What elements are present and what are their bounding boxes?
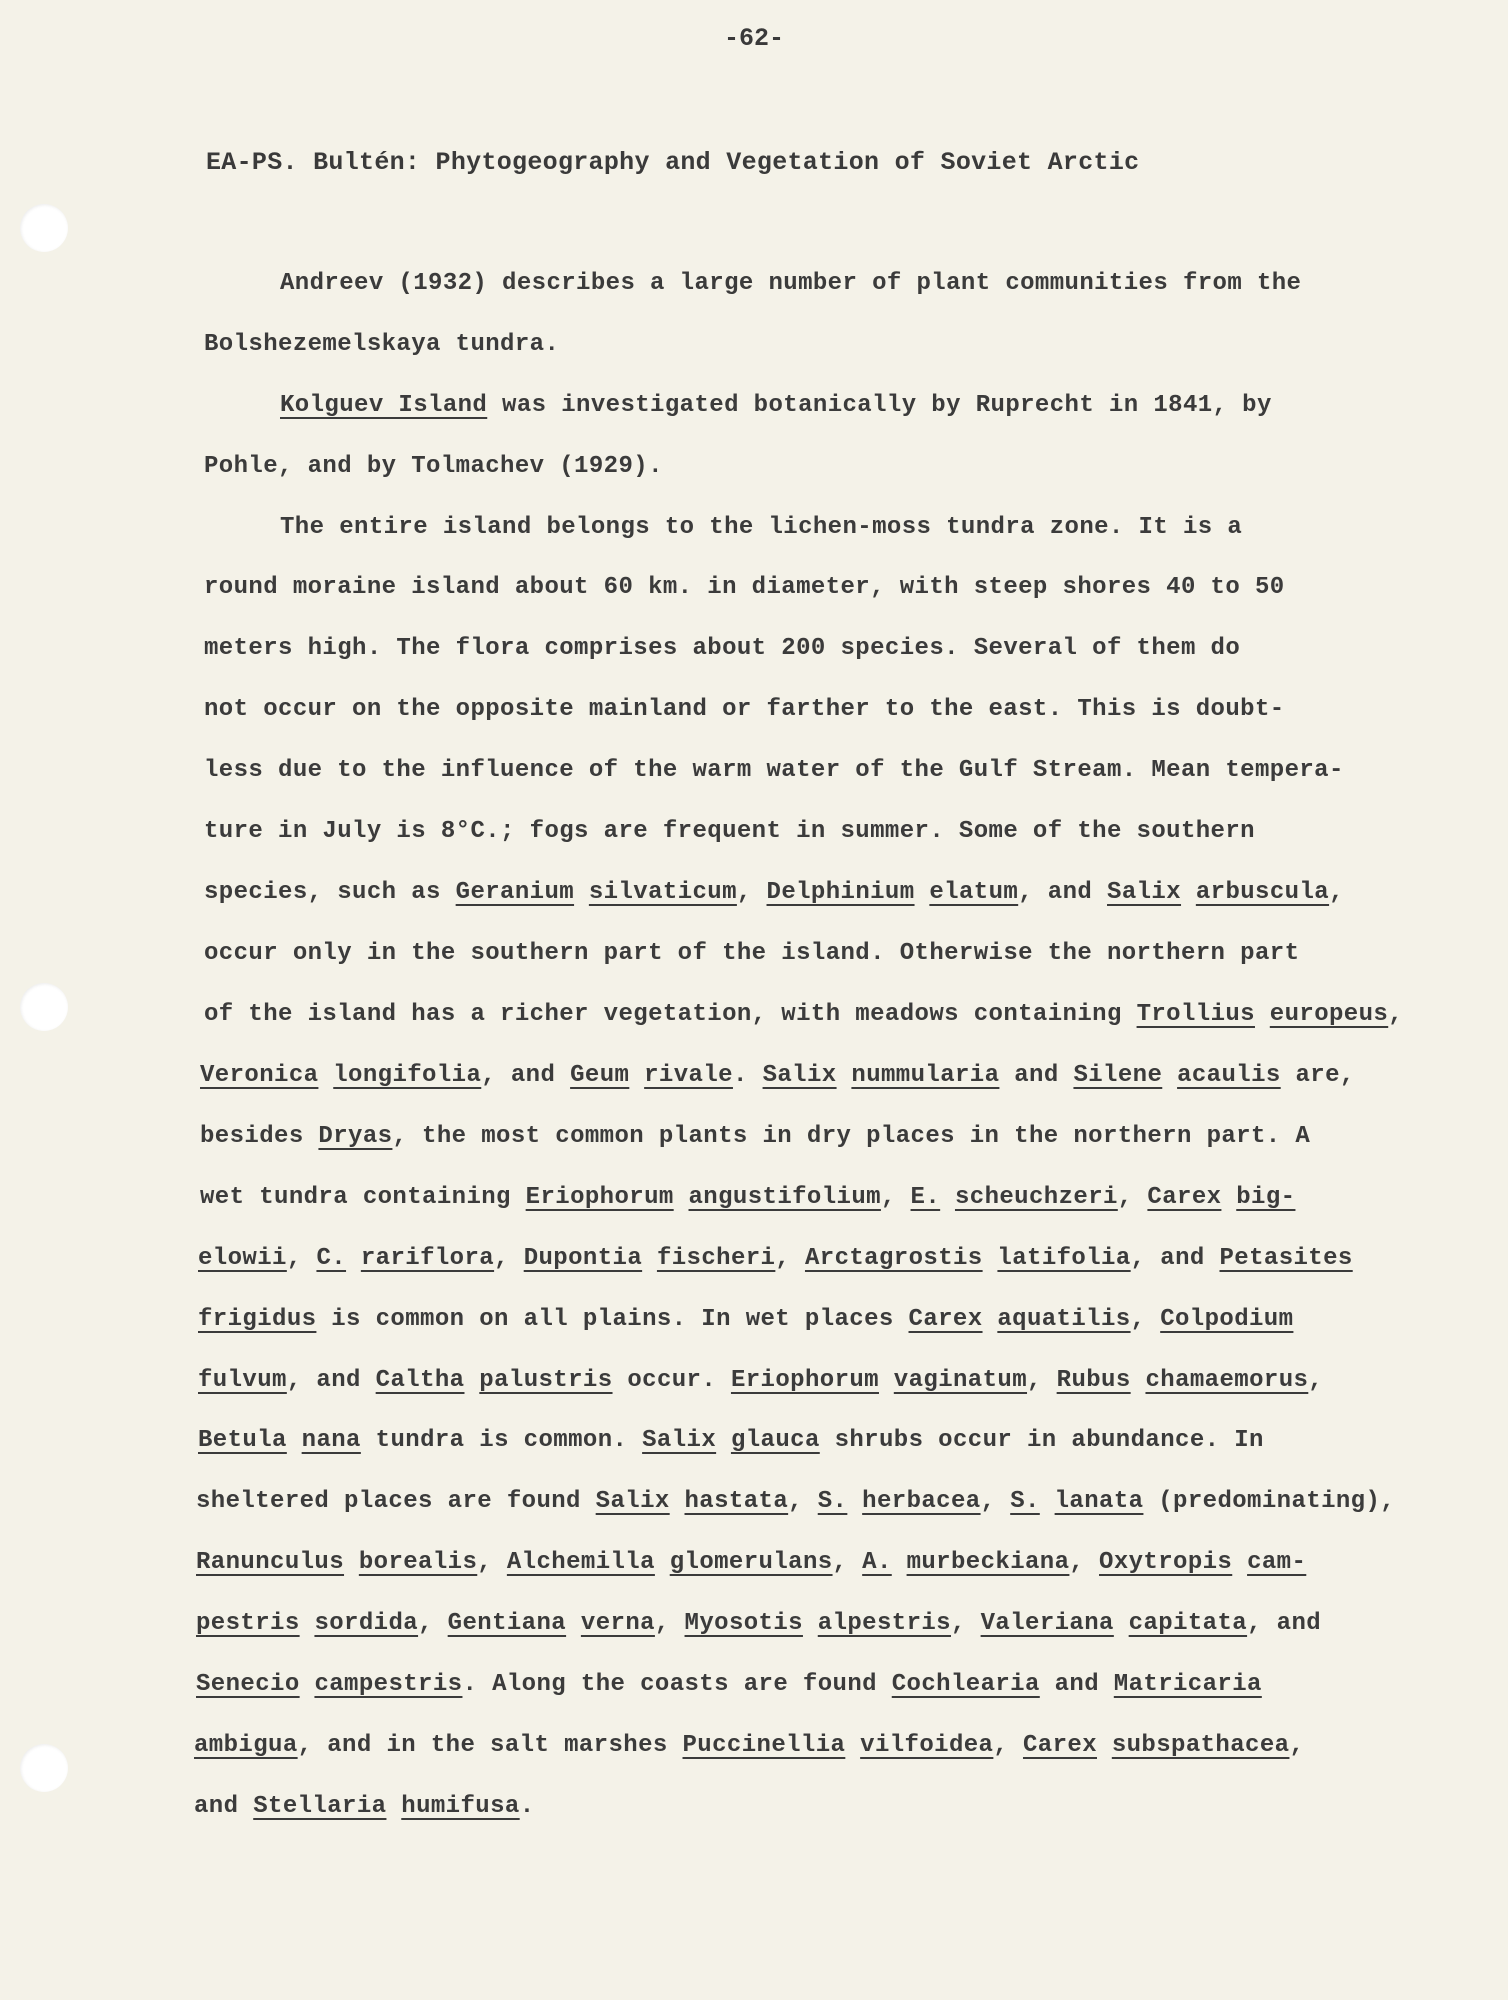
underlined-term: Salix (642, 1427, 717, 1454)
underlined-term: A. (862, 1549, 892, 1576)
underlined-term: borealis (358, 1549, 478, 1576)
text-segment: , (832, 1549, 863, 1576)
underlined-term: C. (316, 1245, 347, 1272)
text-segment (346, 1245, 361, 1272)
underlined-term: big- (1236, 1184, 1296, 1211)
text-segment (670, 1488, 685, 1515)
underlined-term: ambigua (194, 1732, 298, 1759)
text-line (198, 1367, 1323, 1394)
underlined-term: Trollius (1136, 1001, 1255, 1028)
text-segment: besides (200, 1123, 319, 1150)
text-segment: , (1308, 1367, 1324, 1394)
text-line (204, 331, 559, 358)
text-segment: , (286, 1245, 317, 1272)
underlined-term: glomerulans (669, 1549, 833, 1576)
text-segment: , (1069, 1549, 1100, 1576)
text-segment: , and (286, 1367, 376, 1394)
text-segment: shrubs occur in abundance. In (819, 1427, 1264, 1454)
underlined-term: Matricaria (1113, 1671, 1262, 1698)
text-segment (566, 1610, 581, 1637)
text-segment: . (732, 1062, 763, 1089)
text-segment: Andreev (1932) describes a large number of plant communities from the (280, 270, 1302, 297)
text-line (198, 1245, 1353, 1272)
underlined-term: Betula (198, 1427, 287, 1454)
underlined-term: Delphinium (766, 879, 915, 906)
underlined-term: acaulis (1177, 1062, 1281, 1089)
text-segment (1255, 1001, 1270, 1028)
text-segment: , (775, 1245, 805, 1272)
underlined-term: angustifolium (688, 1184, 881, 1211)
underlined-term: Carex (908, 1306, 983, 1333)
text-segment (386, 1793, 401, 1820)
text-segment (716, 1427, 731, 1454)
underlined-term: rivale (644, 1062, 733, 1089)
text-segment (892, 1549, 907, 1576)
text-segment: , (1027, 1367, 1057, 1394)
text-segment: The entire island belongs to the lichen-moss tundra zone. It is a (280, 514, 1243, 541)
text-segment: ture in July is 8°C.; fogs are frequent in summer. Some of the southern (204, 818, 1255, 845)
underlined-term: fulvum (198, 1367, 287, 1394)
text-segment: less due to the influence of the warm water of the Gulf Stream. Mean tempera- (204, 757, 1344, 784)
text-line (204, 940, 1299, 967)
underlined-term: elatum (929, 879, 1019, 906)
text-segment: occur only in the southern part of the island. Otherwise the northern part (204, 940, 1300, 967)
underlined-term: Caltha (375, 1367, 465, 1394)
underlined-term: campestris (314, 1671, 463, 1698)
text-segment (983, 1245, 998, 1272)
text-segment: , (993, 1732, 1023, 1759)
text-segment: , (788, 1488, 818, 1515)
text-segment (940, 1184, 955, 1211)
underlined-term: Dryas (318, 1123, 393, 1150)
underlined-term: Gentiana (447, 1610, 567, 1637)
underlined-term: arbuscula (1195, 879, 1330, 906)
underlined-term: S. (1010, 1488, 1040, 1515)
underlined-term: Geranium (455, 879, 575, 906)
underlined-term: Silene (1073, 1062, 1163, 1089)
text-line (198, 1427, 1264, 1454)
text-segment: , and (481, 1062, 571, 1089)
punch-hole (20, 204, 68, 252)
text-segment: are, (1280, 1062, 1355, 1089)
text-line (280, 514, 1242, 541)
underlined-term: S. (817, 1488, 848, 1515)
underlined-term: hastata (684, 1488, 789, 1515)
punch-hole (20, 1744, 68, 1792)
text-segment (574, 879, 589, 906)
text-line (200, 1062, 1355, 1089)
underlined-term: E. (910, 1184, 941, 1211)
text-segment: Pohle, and by Tolmachev (1929). (204, 453, 663, 480)
text-segment: , (880, 1184, 911, 1211)
text-segment: . (519, 1793, 535, 1820)
text-line (196, 1549, 1306, 1576)
text-segment (845, 1732, 860, 1759)
underlined-term: europeus (1269, 1001, 1389, 1028)
text-segment: of the island has a richer vegetation, with meadows containing (204, 1001, 1137, 1028)
text-segment: , (1388, 1001, 1404, 1028)
text-segment: , and (1247, 1610, 1322, 1637)
text-segment: , (980, 1488, 1011, 1515)
text-segment (674, 1184, 689, 1211)
text-segment: and (1039, 1671, 1114, 1698)
text-segment: . Along the coasts are found (462, 1671, 892, 1698)
underlined-term: murbeckiana (906, 1549, 1070, 1576)
text-segment: tundra is common. (360, 1427, 643, 1454)
text-segment: , the most common plants in dry places in the northern part. A (392, 1123, 1311, 1150)
underlined-term: frigidus (198, 1306, 317, 1333)
text-segment (1114, 1610, 1129, 1637)
text-segment: , (1130, 1306, 1161, 1333)
text-segment: meters high. The flora comprises about 200 species. Several of them do (204, 635, 1241, 662)
underlined-term: sordida (314, 1610, 419, 1637)
underlined-term: alpestris (817, 1610, 951, 1637)
text-segment: , (477, 1549, 507, 1576)
underlined-term: verna (580, 1610, 655, 1637)
text-segment (1232, 1549, 1247, 1576)
text-line (198, 1306, 1293, 1333)
text-segment (879, 1367, 894, 1394)
underlined-term: Stellaria (253, 1793, 387, 1820)
text-segment: , (418, 1610, 448, 1637)
text-line (280, 270, 1301, 297)
text-line (204, 696, 1285, 723)
text-segment (300, 1671, 315, 1698)
document-header: EA-PS. Bultén: Phytogeography and Vegetation of Soviet Arctic (206, 148, 1140, 177)
underlined-term: Kolguev Island (280, 392, 488, 419)
text-segment: species, such as (204, 879, 456, 906)
text-segment (915, 879, 930, 906)
underlined-term: subspathacea (1111, 1732, 1290, 1759)
underlined-term: Colpodium (1160, 1306, 1294, 1333)
underlined-term: Rubus (1056, 1367, 1131, 1394)
text-line (196, 1671, 1262, 1698)
text-segment: , and (1130, 1245, 1220, 1272)
underlined-term: nana (301, 1427, 361, 1454)
underlined-term: vilfoidea (860, 1732, 994, 1759)
text-segment: , (736, 879, 767, 906)
text-segment: , (1117, 1184, 1148, 1211)
underlined-term: Eriophorum (730, 1367, 879, 1394)
text-segment: not occur on the opposite mainland or farther to the east. This is doubt- (204, 696, 1285, 723)
text-line (204, 879, 1344, 906)
text-segment (287, 1427, 302, 1454)
underlined-term: Oxytropis (1099, 1549, 1233, 1576)
underlined-term: Carex (1022, 1732, 1097, 1759)
underlined-term: chamaemorus (1145, 1367, 1309, 1394)
text-line (204, 757, 1344, 784)
text-segment: , (1329, 879, 1344, 906)
underlined-term: longifolia (333, 1062, 482, 1089)
text-segment (318, 1062, 333, 1089)
text-segment (837, 1062, 852, 1089)
text-line (200, 1184, 1295, 1211)
text-segment (847, 1488, 862, 1515)
underlined-term: Puccinellia (682, 1732, 846, 1759)
text-line (200, 1123, 1310, 1150)
underlined-term: Valeriana (980, 1610, 1114, 1637)
underlined-term: Cochlearia (891, 1671, 1040, 1698)
underlined-term: glauca (730, 1427, 820, 1454)
underlined-term: lanata (1054, 1488, 1144, 1515)
underlined-term: Geum (570, 1062, 630, 1089)
underlined-term: Eriophorum (525, 1184, 674, 1211)
text-segment (1162, 1062, 1177, 1089)
underlined-term: cam- (1247, 1549, 1307, 1576)
underlined-term: Myosotis (684, 1610, 803, 1637)
text-segment: occur. (612, 1367, 731, 1394)
text-segment: , and (1018, 879, 1108, 906)
underlined-term: vaginatum (893, 1367, 1028, 1394)
underlined-term: Petasites (1219, 1245, 1353, 1272)
underlined-term: Salix (1107, 879, 1182, 906)
text-segment: and (999, 1062, 1074, 1089)
underlined-term: capitata (1128, 1610, 1248, 1637)
underlined-term: latifolia (997, 1245, 1131, 1272)
underlined-term: aquatilis (997, 1306, 1131, 1333)
underlined-term: herbacea (862, 1488, 981, 1515)
text-line (204, 1001, 1403, 1028)
underlined-term: silvaticum (588, 879, 737, 906)
underlined-term: Arctagrostis (804, 1245, 983, 1272)
punch-hole (20, 983, 68, 1031)
underlined-term: fischeri (656, 1245, 776, 1272)
text-segment (1097, 1732, 1112, 1759)
text-segment: and (194, 1793, 254, 1820)
text-segment: , and in the salt marshes (297, 1732, 683, 1759)
text-segment: wet tundra containing (200, 1184, 526, 1211)
underlined-term: rariflora (360, 1245, 495, 1272)
text-segment (1040, 1488, 1055, 1515)
underlined-term: Dupontia (523, 1245, 643, 1272)
page-number: -62- (723, 24, 784, 53)
text-segment: Bolshezemelskaya tundra. (204, 331, 560, 358)
text-segment (300, 1610, 315, 1637)
underlined-term: elowii (198, 1245, 287, 1272)
text-line (196, 1610, 1321, 1637)
text-segment (629, 1062, 644, 1089)
underlined-term: Senecio (196, 1671, 300, 1698)
text-line (204, 635, 1240, 662)
text-segment: is common on all plains. In wet places (316, 1306, 909, 1333)
text-segment (983, 1306, 998, 1333)
text-line (194, 1793, 535, 1820)
text-segment (344, 1549, 359, 1576)
underlined-term: Carex (1147, 1184, 1222, 1211)
underlined-term: Ranunculus (196, 1549, 345, 1576)
text-segment (464, 1367, 479, 1394)
text-line (194, 1732, 1304, 1759)
text-segment: , (1289, 1732, 1305, 1759)
underlined-term: Alchemilla (506, 1549, 655, 1576)
underlined-term: nummularia (851, 1062, 1000, 1089)
underlined-term: Veronica (200, 1062, 319, 1089)
text-segment: was investigated botanically by Ruprecht in 1841, by (487, 392, 1272, 419)
text-segment: , (654, 1610, 685, 1637)
underlined-term: Salix (595, 1488, 670, 1515)
text-segment (642, 1245, 657, 1272)
text-segment (1221, 1184, 1236, 1211)
text-segment: , (951, 1610, 981, 1637)
text-segment (1181, 879, 1196, 906)
underlined-term: pestris (196, 1610, 300, 1637)
text-segment (655, 1549, 670, 1576)
underlined-term: Salix (762, 1062, 837, 1089)
text-segment (803, 1610, 818, 1637)
underlined-term: humifusa (401, 1793, 520, 1820)
underlined-term: scheuchzeri (954, 1184, 1118, 1211)
text-line (204, 818, 1255, 845)
text-line (280, 392, 1272, 419)
text-segment: sheltered places are found (196, 1488, 596, 1515)
text-line (196, 1488, 1395, 1515)
text-segment: , (494, 1245, 524, 1272)
text-segment: round moraine island about 60 km. in diameter, with steep shores 40 to 50 (204, 574, 1285, 601)
text-segment: (predominating), (1143, 1488, 1396, 1515)
text-line (204, 574, 1285, 601)
text-line (204, 453, 663, 480)
text-segment (1131, 1367, 1146, 1394)
underlined-term: palustris (479, 1367, 613, 1394)
